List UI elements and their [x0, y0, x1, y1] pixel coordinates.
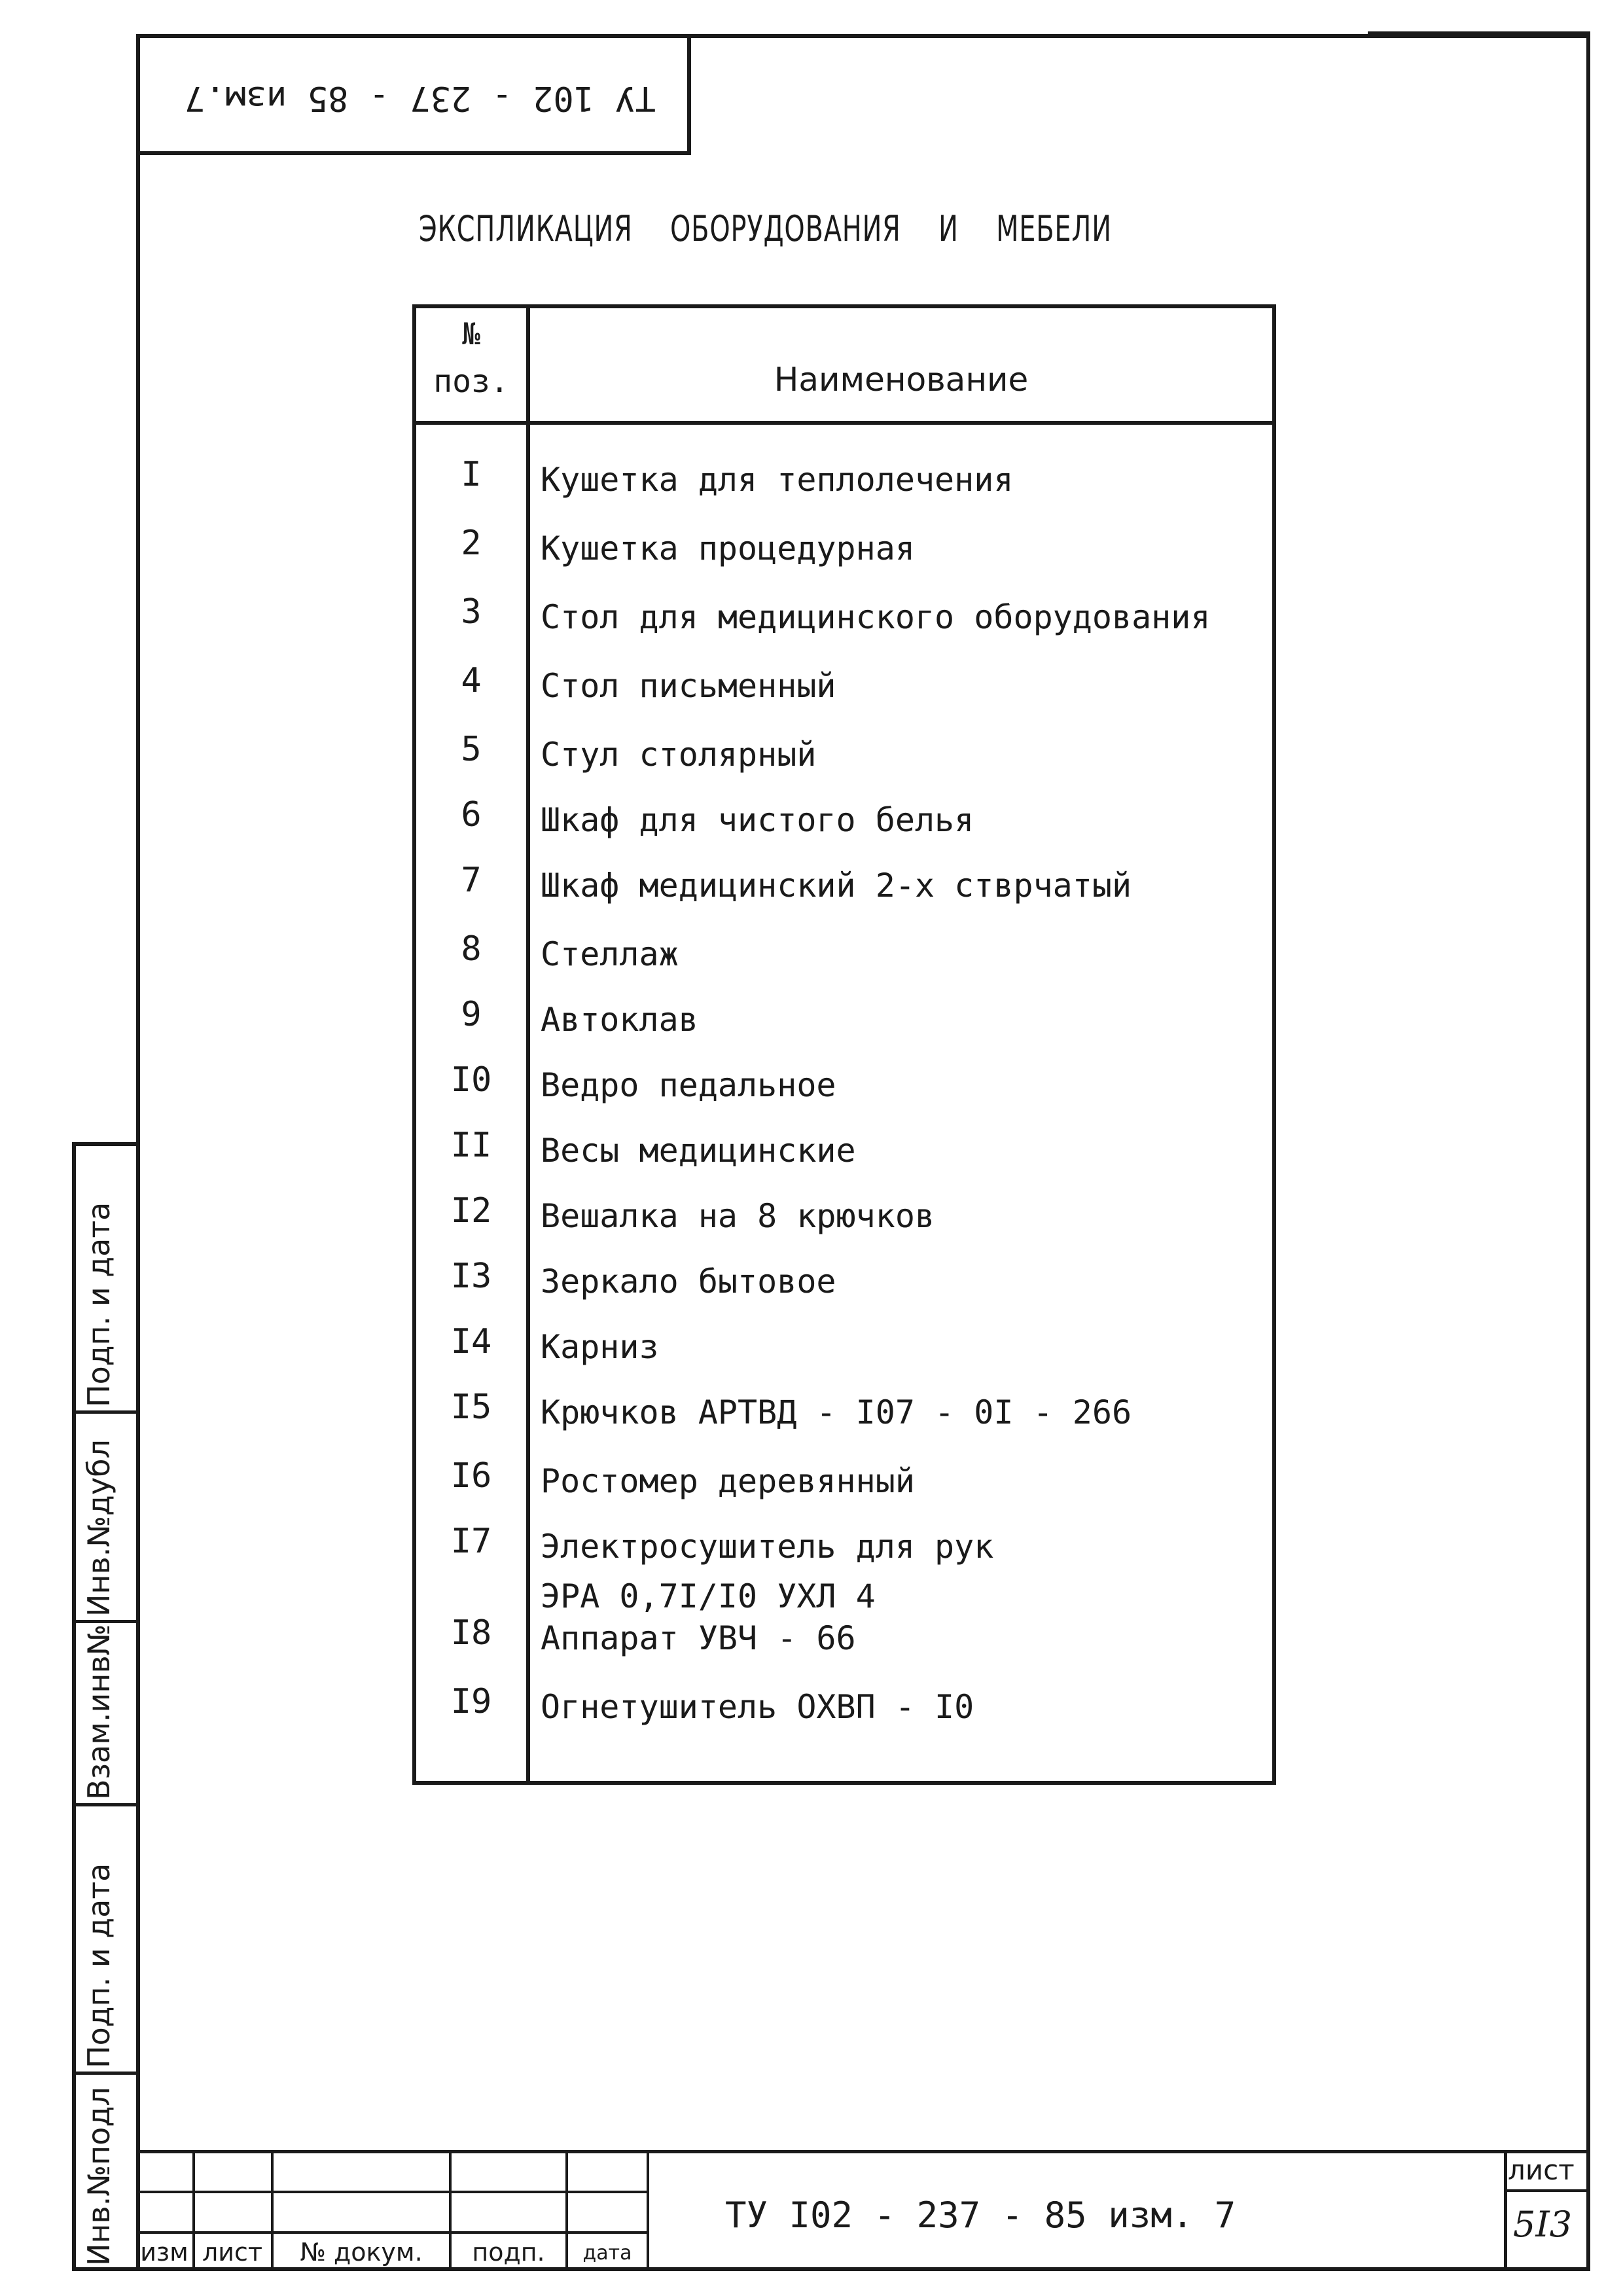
title-block [136, 2150, 1590, 2271]
row-position-number: 7 [461, 861, 482, 900]
row-item-name: Весы медицинские [541, 1132, 856, 1170]
table-border [412, 304, 1276, 308]
row-item-name: Ведро педальное [541, 1066, 836, 1104]
strip-label-vzam-inv: Взам.инв№ [81, 1624, 116, 1800]
row-position-number: I0 [450, 1060, 492, 1100]
stamp-designation: ТУ 102 - 237 - 85 изм.7 [184, 79, 656, 118]
sheet-box-divider [1504, 2189, 1590, 2192]
table-row [412, 1060, 1276, 1126]
table-row [412, 995, 1276, 1060]
row-position-number: I6 [450, 1456, 492, 1496]
table-row [412, 524, 1276, 589]
col-label-list: лист [202, 2238, 262, 2267]
table-row [412, 661, 1276, 726]
table-row [412, 455, 1276, 520]
title-block-col-line [647, 2150, 649, 2271]
row-item-name: Кушетка для теплолечения [541, 461, 1014, 499]
row-item-name: Стол письменный [541, 667, 836, 705]
sheet-label: лист [1508, 2154, 1575, 2186]
strip-label-inv-podl: Инв.№подл [81, 2087, 116, 2266]
document-designation: ТУ I02 - 237 - 85 изм. 7 [725, 2195, 1236, 2236]
row-item-name: Автоклав [541, 1001, 698, 1039]
row-position-number: I4 [450, 1322, 492, 1361]
row-position-number: 2 [461, 524, 482, 563]
table-header-divider [412, 421, 1276, 425]
header-number-symbol: № [462, 316, 480, 351]
page-title [419, 208, 1149, 249]
strip-divider [72, 1410, 136, 1414]
table-row [412, 1613, 1276, 1679]
header-position: поз. [433, 363, 509, 400]
frame-top-extension [1368, 31, 1590, 34]
row-position-number: I5 [450, 1388, 492, 1427]
table-row [412, 1388, 1276, 1453]
row-position-number: I9 [450, 1682, 492, 1721]
strip-label-podp-data-1: Подп. и дата [81, 1863, 116, 2068]
row-item-name: Вешалка на 8 крючков [541, 1197, 935, 1235]
table-row [412, 795, 1276, 861]
table-row [412, 1191, 1276, 1257]
table-row [412, 592, 1276, 658]
table-row [412, 1522, 1276, 1615]
col-label-izm: изм [140, 2238, 188, 2267]
table-row [412, 1322, 1276, 1388]
table-row [412, 1126, 1276, 1191]
strip-divider [72, 1620, 136, 1623]
row-item-name: Карниз [541, 1328, 659, 1366]
strip-label-inv-dubl: Инв.№дубл [81, 1439, 116, 1617]
row-item-name: Зеркало бытовое [541, 1263, 836, 1300]
row-position-number: 9 [461, 995, 482, 1034]
title-block-row-line [136, 2191, 647, 2193]
table-row [412, 1682, 1276, 1748]
title-word: И [938, 208, 959, 249]
title-word: ЭКСПЛИКАЦИЯ [419, 208, 633, 249]
row-item-name: Стул столярный [541, 736, 817, 774]
header-name: Наименование [774, 361, 1029, 399]
row-item-name: Огнетушитель ОХВП - I0 [541, 1688, 974, 1726]
strip-divider [72, 1803, 136, 1806]
title-block-border [136, 2150, 1590, 2153]
row-item-name: Электросушитель для рук ЭРА 0,7I/I0 УХЛ 4 [541, 1528, 994, 1615]
row-position-number: 3 [461, 592, 482, 632]
row-position-number: I7 [450, 1522, 492, 1561]
col-label-data: дата [582, 2242, 632, 2265]
row-item-name: Кушетка процедурная [541, 529, 915, 567]
table-row [412, 929, 1276, 995]
row-item-name: Ростомер деревянный [541, 1462, 915, 1500]
table-row [412, 1257, 1276, 1322]
row-item-name: Стеллаж [541, 935, 679, 973]
row-item-name: Крючков АРТВД - I07 - 0I - 266 [541, 1393, 1132, 1431]
row-item-name: Шкаф медицинский 2-х стврчатый [541, 867, 1132, 905]
strip-label-podp-data-2: Подп. и дата [81, 1202, 116, 1407]
strip-divider [72, 2072, 136, 2075]
row-position-number: 5 [461, 730, 482, 769]
row-position-number: I [461, 455, 482, 494]
row-item-name: Стол для медицинского оборудования [541, 598, 1211, 636]
title-word: МЕБЕЛИ [996, 208, 1112, 249]
sheet-number: 5I3 [1513, 2204, 1573, 2245]
col-label-podp: подп. [472, 2238, 545, 2267]
row-position-number: 4 [461, 661, 482, 700]
row-item-name: Аппарат УВЧ - 66 [541, 1619, 856, 1657]
table-row [412, 1456, 1276, 1522]
table-row [412, 730, 1276, 795]
row-position-number: 8 [461, 929, 482, 969]
row-position-number: 6 [461, 795, 482, 834]
row-position-number: I3 [450, 1257, 492, 1296]
row-position-number: I8 [450, 1613, 492, 1653]
col-label-doc-number: № докум. [300, 2238, 423, 2267]
row-position-number: II [450, 1126, 492, 1165]
table-row [412, 861, 1276, 926]
row-position-number: I2 [450, 1191, 492, 1230]
title-word: ОБОРУДОВАНИЯ [670, 208, 901, 249]
table-border [412, 1781, 1276, 1785]
row-item-name: Шкаф для чистого белья [541, 801, 974, 839]
title-block-row-line [136, 2231, 647, 2234]
equipment-table [412, 304, 1276, 1785]
